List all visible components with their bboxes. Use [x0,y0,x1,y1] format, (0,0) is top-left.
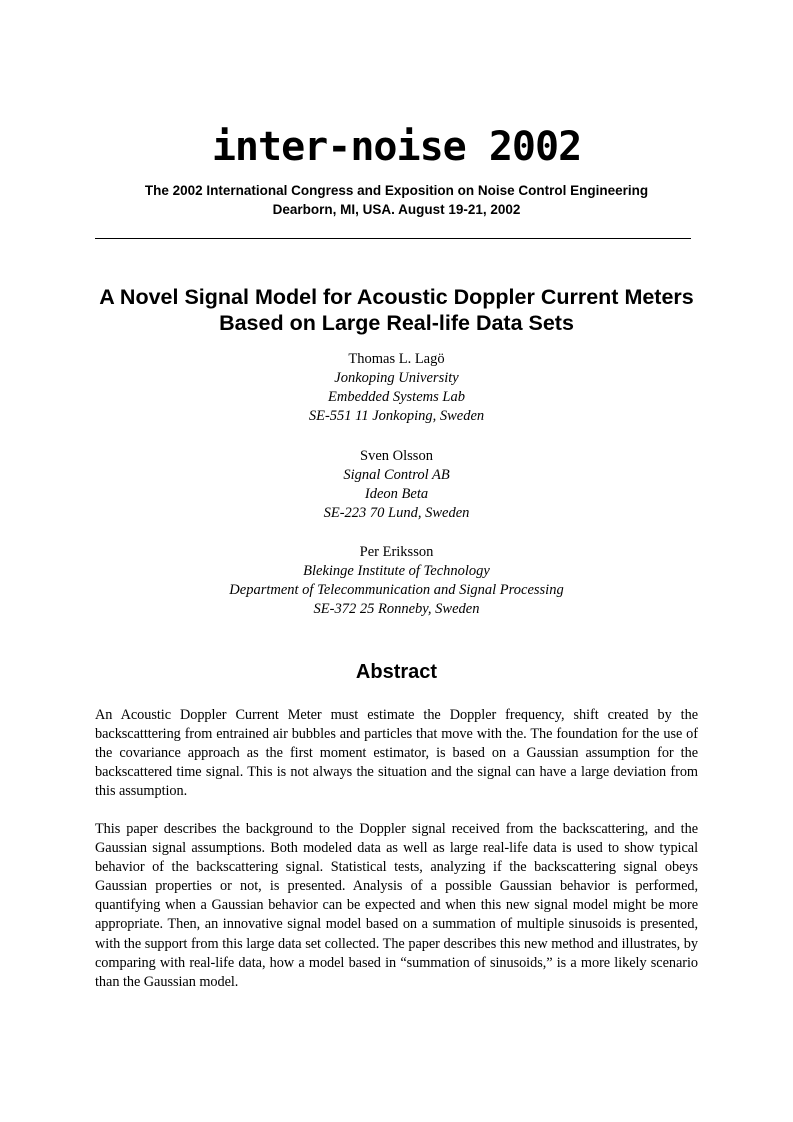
author-address: SE-372 25 Ronneby, Sweden [313,601,480,617]
author-address: SE-223 70 Lund, Sweden [323,505,470,521]
author-name: Sven Olsson [360,448,433,464]
conference-name: The 2002 International Congress and Exposition on Noise Control Engineering [144,183,649,198]
author-affiliation: Embedded Systems Lab [328,389,465,405]
conference-location-date: Dearborn, MI, USA. August 19-21, 2002 [272,202,521,217]
header-divider [95,238,691,239]
author-affiliation: Jonkoping University [334,370,459,386]
abstract-paragraph: An Acoustic Doppler Current Meter must estimate the Doppler frequency, shift created by the backscatttering from entrained air bubbles and particles that move with the. The foundation for the use of the covariance approach as the first moment estimator, is based on a Gaussian assumption for the backscattered time signal. This is not always the situation and the signal can have a large deviation from this assumption. [95,707,698,800]
paper-title-line-1: A Novel Signal Model for Acoustic Doppler Current Meters [99,285,694,309]
author-name: Thomas L. Lagö [348,351,445,367]
author-affiliation: Signal Control AB [343,467,450,483]
author-affiliation: Blekinge Institute of Technology [303,563,490,579]
author-address: SE-551 11 Jonkoping, Sweden [308,408,485,424]
abstract-paragraph: This paper describes the background to the Doppler signal received from the backscattering, and the Gaussian signal assumptions. Both modeled data as well as large real-life data is used to show typical behavior of the backscattering signal. Statistical tests, analyzing if the backscattering signal obeys Gaussian properties or not, is presented. Analysis of a possible Gaussian behavior is performed, quantifying when a Gaussian behavior can be expected and when this new signal model might be more appropriate. Then, an innovative signal model based on a summation of multiple sinusoids is presented, with the support from this large data set collected. The paper describes this new method and illustrates, by comparing with real-life data, how a model based in “summation of sinusoids,” is a more likely scenario than the Gaussian model. [95,821,698,990]
author-affiliation: Ideon Beta [364,486,429,502]
author-name: Per Eriksson [359,544,434,560]
conference-logo: inter-noise 2002 [211,124,582,170]
abstract-heading: Abstract [355,661,438,683]
author-affiliation: Department of Telecommunication and Signal Processing [229,582,564,598]
paper-title-line-2: Based on Large Real-life Data Sets [219,311,574,335]
